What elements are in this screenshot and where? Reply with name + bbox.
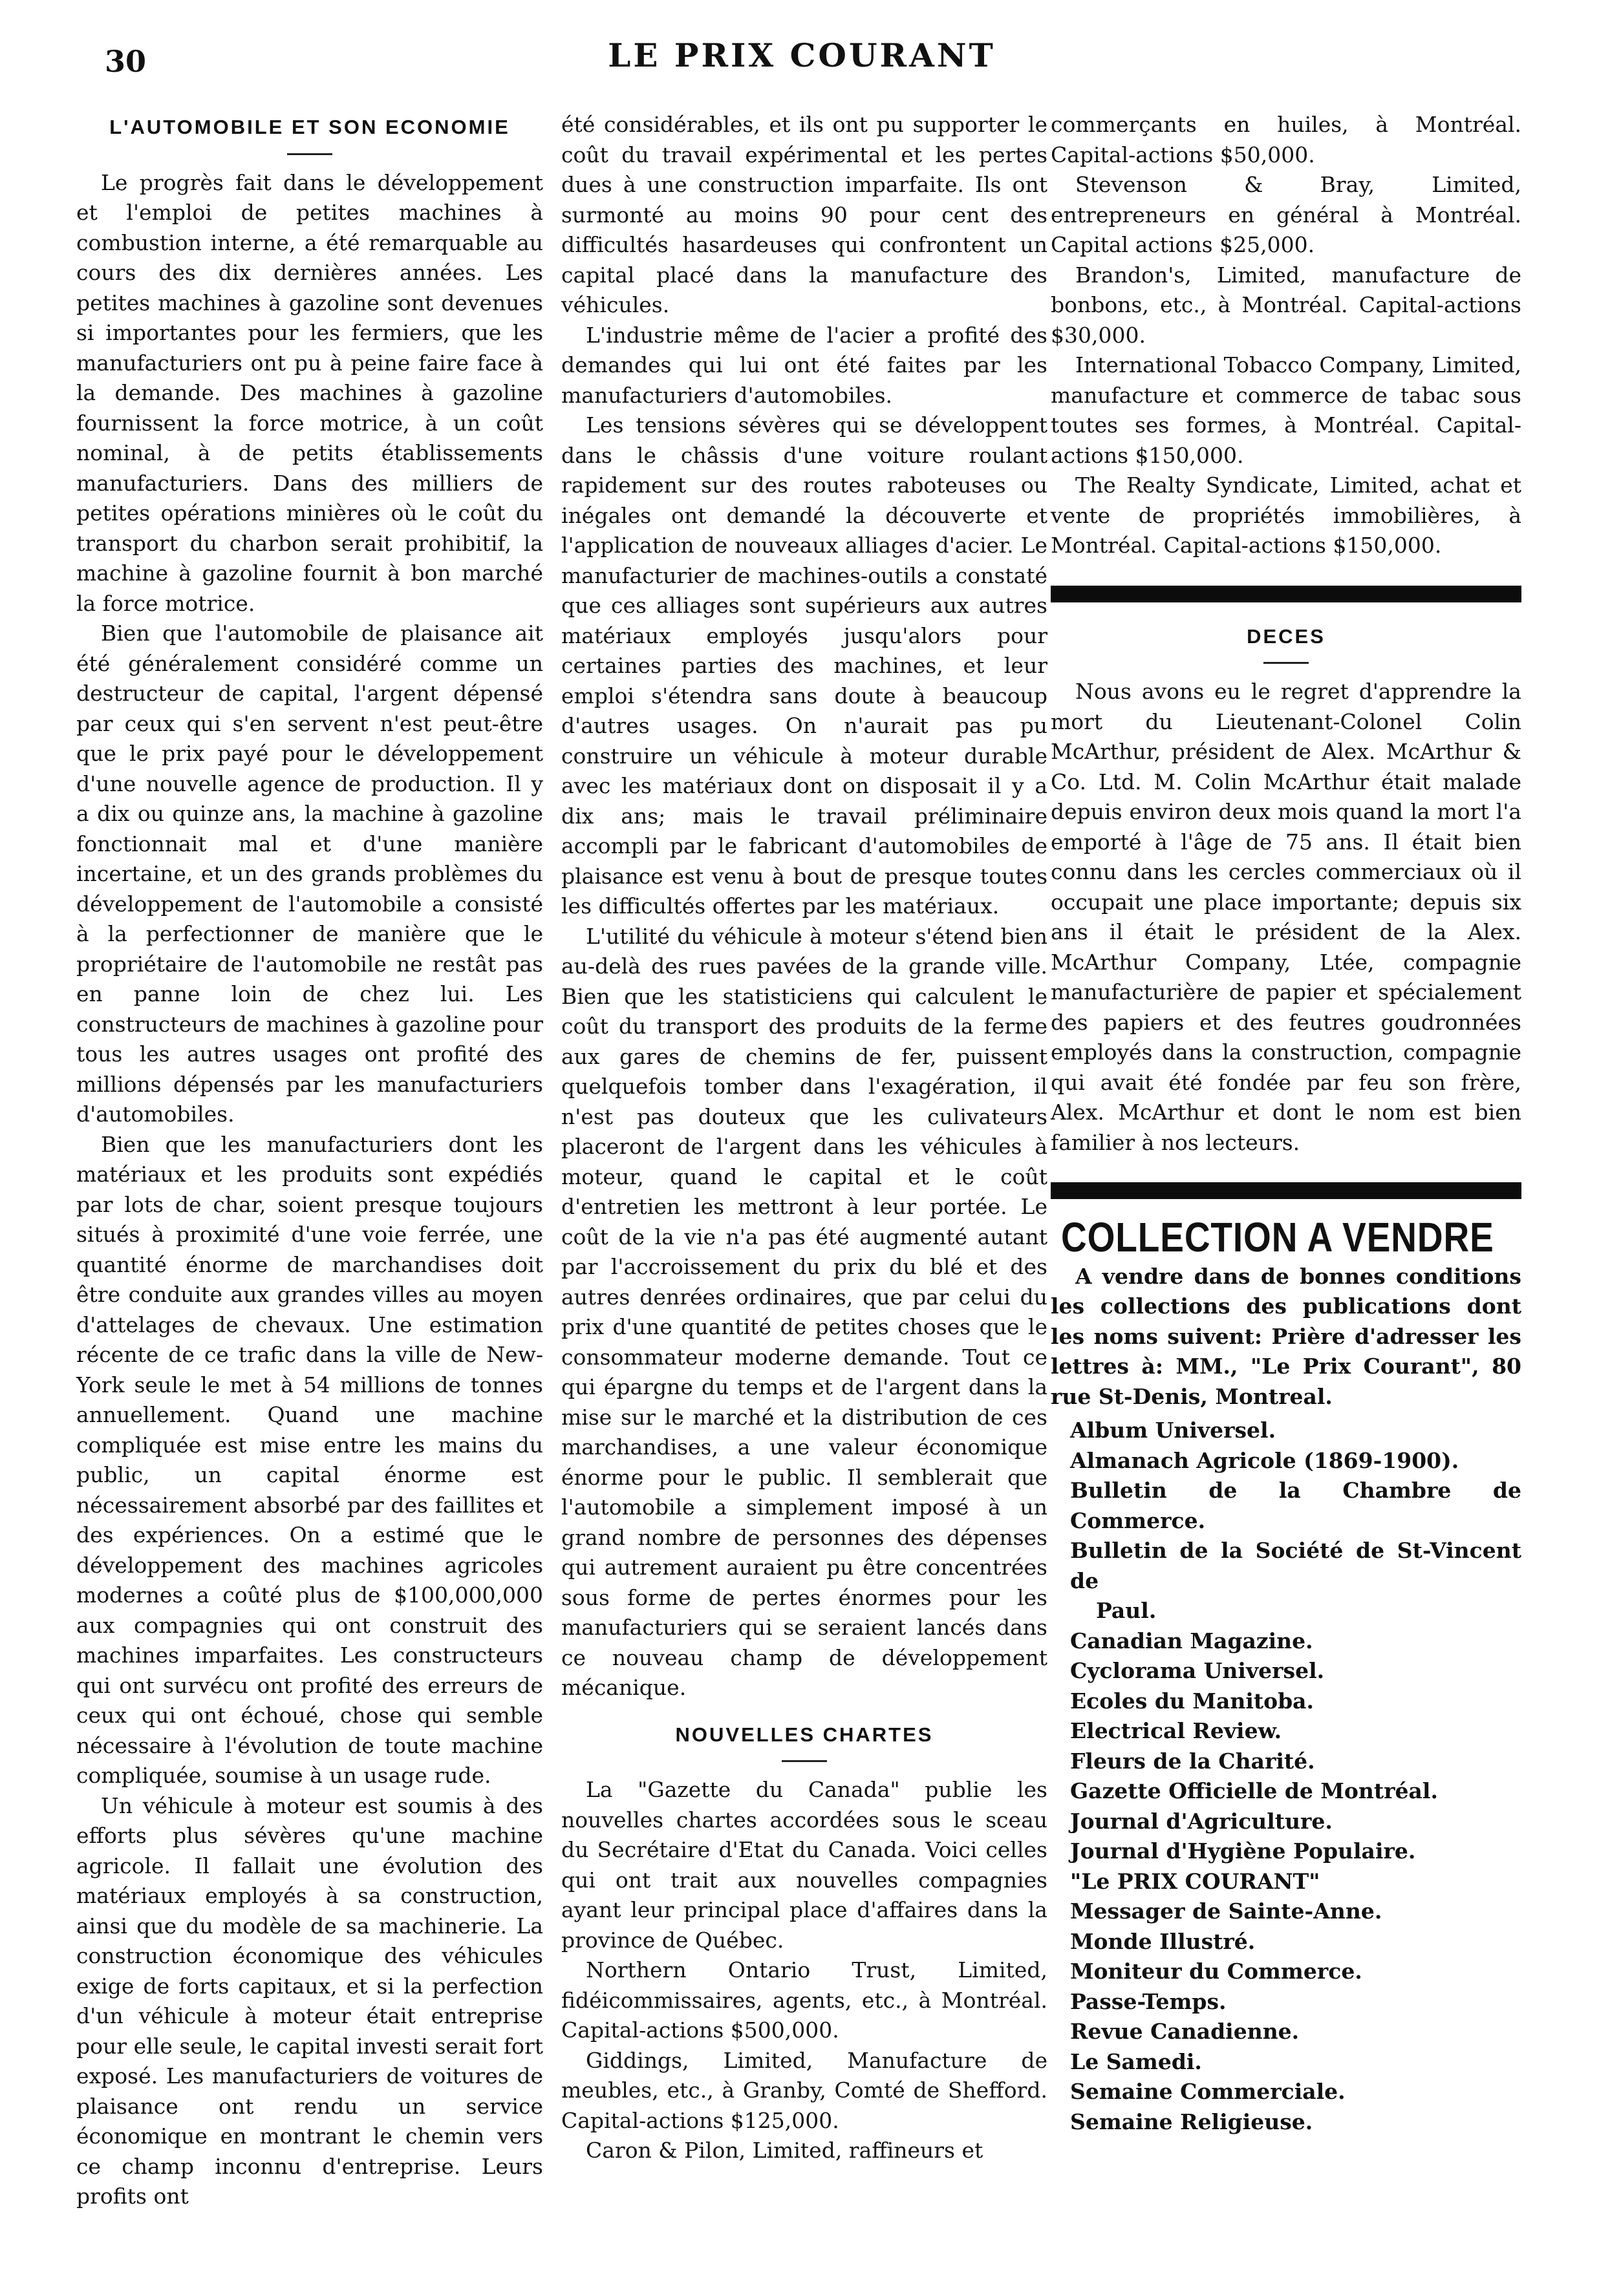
paragraph: Nous avons eu le regret d'apprendre la mort du Lieutenant-Colonel Colin McArthur, président de Alex. McArthur & Co. Ltd. M. Colin McArthur était malade depuis environ deux mois quand la mort l'a emporté à l'âge de 75 ans. Il était bien connu dans les cercles commerciaux où il occupait une place importante; depuis six ans il était le président de la Alex. McArthur Company, Ltée, compagnie manufacturière de papier et spécialement des papiers et des feutres goudronnées employés dans la construction, compagnie qui avait été fondée par feu son frère, Alex. McArthur et dont le nom est bien familier à nos lecteurs. xyxy=(1051,679,1521,1155)
list-item: Messager de Sainte-Anne. xyxy=(1070,1898,1382,1924)
charte-entry: Northern Ontario Trust, Limited, fidéicommissaires, agents, etc., à Montréal. Capital-actions $500,000. xyxy=(561,1957,1047,2043)
list-item: Moniteur du Commerce. xyxy=(1070,1959,1362,1984)
collection-title: COLLECTION A VENDRE xyxy=(1061,1214,1494,1260)
charte-entry: Brandon's, Limited, manufacture de bonbons, etc., à Montréal. Capital-actions $30,000. xyxy=(1051,262,1521,348)
paragraph: L'industrie même de l'acier a profité des demandes qui lui ont été faites par les manufacturiers d'automobiles. xyxy=(561,322,1047,408)
list-item: Semaine Religieuse. xyxy=(1070,2109,1313,2134)
paragraph: A vendre dans de bonnes conditions les collections des publications dont les noms suivent: Prière d'adresser les lettres à: MM., "Le Prix Courant", 80 rue St-Denis, Montreal. xyxy=(1051,1263,1521,1409)
charte-entry: commerçants en huiles, à Montréal. Capital-actions $50,000. xyxy=(1051,112,1521,167)
list-item: Paul. xyxy=(1096,1598,1157,1623)
paragraph: Le progrès fait dans le développement et l'emploi de petites machines à combustion interne, a été remarquable au cours des dix dernières années. Les petites machines à gazoline sont devenues si importantes pour les fermiers, que les manufacturiers ont pu à peine faire face à la demande. Des machines à gazoline fournissent la force motrice, à un coût nominal, à de petits établissements manufacturiers. Dans des milliers de petites opérations minières où le coût du transport du charbon serait prohibitif, la machine à gazoline fournit à bon marché la force motrice. xyxy=(76,169,543,616)
paragraph: Bien que l'automobile de plaisance ait été généralement considéré comme un destructeur de capital, l'argent dépensé par ceux qui s'en servent n'est peut-être que le prix payé pour le développement d'une nouvelle agence de production. Il y a dix ou quinze ans, la machine à gazoline fonctionnait mal et d'une manière incertaine, et un des grands problèmes du développement de l'automobile a consisté à la perfectionner de manière que le propriétaire de l'automobile ne restât pas en panne loin de chez lui. Les constructeurs de machines à gazoline pour tous les autres usages ont profité des millions dépensés par les manufacturiers d'automobiles. xyxy=(76,621,543,1127)
list-item: Bulletin de la Société de St-Vincent de xyxy=(1070,1538,1521,1593)
paragraph: La "Gazette du Canada" publie les nouvelles chartes accordées sous le sceau du Secrétaire d'Etat du Canada. Voici celles qui ont trait aux nouvelles compagnies ayant leur principal place d'affaires dans la province de Québec. xyxy=(561,1777,1047,1953)
charte-entry: Caron & Pilon, Limited, raffineurs et xyxy=(586,2138,983,2163)
list-item: "Le PRIX COURANT" xyxy=(1070,1868,1320,1894)
column-2 xyxy=(561,110,1047,2166)
page-number: 30 xyxy=(105,44,147,79)
list-item: Cyclorama Universel. xyxy=(1070,1658,1325,1683)
charte-entry: Giddings, Limited, Manufacture de meubles, etc., à Granby, Comté de Shefford. Capital-actions $125,000. xyxy=(561,2047,1047,2133)
paragraph: Bien que les manufacturiers dont les matériaux et les produits sont expédiés par lots de char, soient presque toujours situés à proximité d'une voie ferrée, une quantité énorme de marchandises doit être conduite aux grandes villes au moyen d'attelages de chevaux. Une estimation récente de ce trafic dans la ville de New-York seule le met à 54 millions de tonnes annuellement. Quand une machine compliquée est mise entre les mains du public, un capital énorme est nécessairement absorbé par des faillites et des expériences. On a estimé que le développement des machines agricoles modernes a coûté plus de $100,000,000 aux compagnies qui ont construit des machines imparfaites. Les constructeurs qui ont survécu ont profité des erreurs de ceux qui ont échoué, chose qui semble nécessaire à l'évolution de toute machine compliquée, soumise à un usage rude. xyxy=(76,1131,543,1788)
list-item: Revue Canadienne. xyxy=(1070,2019,1300,2044)
divider-bar xyxy=(1051,586,1521,602)
masthead: LE PRIX COURANT xyxy=(608,36,996,74)
list-item: Fleurs de la Charité. xyxy=(1070,1748,1315,1774)
list-item: Passe-Temps. xyxy=(1070,1988,1227,2014)
list-item: Journal d'Agriculture. xyxy=(1070,1808,1333,1834)
chartes-title: NOUVELLES CHARTES xyxy=(675,1723,934,1746)
list-item: Canadian Magazine. xyxy=(1070,1628,1313,1653)
deces-title: DECES xyxy=(1247,624,1325,648)
list-item: Monde Illustré. xyxy=(1070,1928,1256,1954)
column-3 xyxy=(1051,110,1521,2137)
list-item: Le Samedi. xyxy=(1070,2048,1202,2074)
charte-entry: The Realty Syndicate, Limited, achat et vente de propriétés immobilières, à Montréal. Capital-actions $150,000. xyxy=(1051,473,1521,558)
list-item: Ecoles du Manitoba. xyxy=(1070,1688,1315,1714)
divider-bar xyxy=(1051,1182,1521,1199)
list-item: Album Universel. xyxy=(1070,1418,1276,1443)
list-item: Journal d'Hygiène Populaire. xyxy=(1070,1838,1416,1864)
paragraph: été considérables, et ils ont pu supporter le coût du travail expérimental et les pertes dues à une construction imparfaite. Ils ont surmonté au moins 90 pour cent des difficultés hasardeuses qui confrontent un capital placé dans la manufacture des véhicules. xyxy=(561,112,1047,317)
charte-entry: International Tobacco Company, Limited, manufacture et commerce de tabac sous toutes ses formes, à Montréal. Capital-actions $150,000. xyxy=(1051,352,1521,468)
list-item: Semaine Commerciale. xyxy=(1070,2079,1346,2104)
title-rule xyxy=(782,1760,827,1762)
list-item: Gazette Officielle de Montréal. xyxy=(1070,1778,1438,1803)
title-rule xyxy=(287,153,332,155)
collection-list xyxy=(1070,1416,1521,2137)
charte-entry: Stevenson & Bray, Limited, entrepreneurs en général à Montréal. Capital actions $25,000. xyxy=(1051,172,1521,257)
paragraph: L'utilité du véhicule à moteur s'étend bien au-delà des rues pavées de la grande ville. Bien que les statisticiens qui calculent le coût du transport des produits de la ferme aux gares de chemins de fer, puissent quelquefois tomber dans l'exagération, il n'est pas douteux que les culivateurs placeront de l'argent dans les véhicules à moteur, quand le capital et le coût d'entretien les mettront à leur portée. Le coût de la vie n'a pas été augmenté autant par l'accroissement du prix du blé et des autres denrées ordinaires, que par celui du prix d'une quantité de petites choses que le consommateur moderne demande. Tout ce qui épargne du temps et de l'argent dans la mise sur le marché et la distribution de ces marchandises, a une valeur économique énorme pour le public. Il semblerait que l'automobile a simplement imposé à un grand nombre de personnes des dépenses qui autrement auraient pu être concentrées sous forme de pertes énormes pour les manufacturiers qui se seraient lancés dans ce nouveau champ de développement mécanique. xyxy=(561,923,1047,1700)
title-rule xyxy=(1263,662,1309,664)
spacer xyxy=(561,1703,1047,1717)
page-header xyxy=(0,0,1599,84)
list-item: Electrical Review. xyxy=(1070,1718,1282,1743)
paragraph: Les tensions sévères qui se développent dans le châssis d'une voiture roulant rapidement sur des routes raboteuses ou inégales ont demandé la découverte et l'application de nouveaux alliages d'acier. Le manufacturier de machines-outils a constaté que ces alliages sont supérieurs aux autres matériaux employés jusqu'alors pour certaines parties des machines, et leur emploi s'étendra sans doute à beaucoup d'autres usages. On n'aurait pas pu construire un véhicule à moteur durable avec les matériaux dont on disposait il y a dix ans; mais le travail préliminaire accompli par le fabricant d'automobiles de plaisance est venu à bout de presque toutes les difficultés offertes par les matériaux. xyxy=(561,412,1047,919)
column-1 xyxy=(76,110,543,2212)
list-item: Bulletin de la Chambre de Commerce. xyxy=(1070,1478,1521,1533)
article-title: L'AUTOMOBILE ET SON ECONOMIE xyxy=(109,116,510,138)
list-item: Almanach Agricole (1869-1900). xyxy=(1070,1447,1459,1473)
paragraph: Un véhicule à moteur est soumis à des efforts plus sévères qu'une machine agricole. Il fallait une évolution des matériaux employés à sa construction, ainsi que du modèle de sa machinerie. La construction économique des véhicules exige de forts capitaux, et si la perfection d'un véhicule à moteur était entreprise pour elle seule, le capital investi serait fort exposé. Les manufacturiers de voitures de plaisance ont rendu un service économique en montrant le chemin vers ce champ inconnu d'entreprise. Leurs profits ont xyxy=(76,1792,543,2209)
